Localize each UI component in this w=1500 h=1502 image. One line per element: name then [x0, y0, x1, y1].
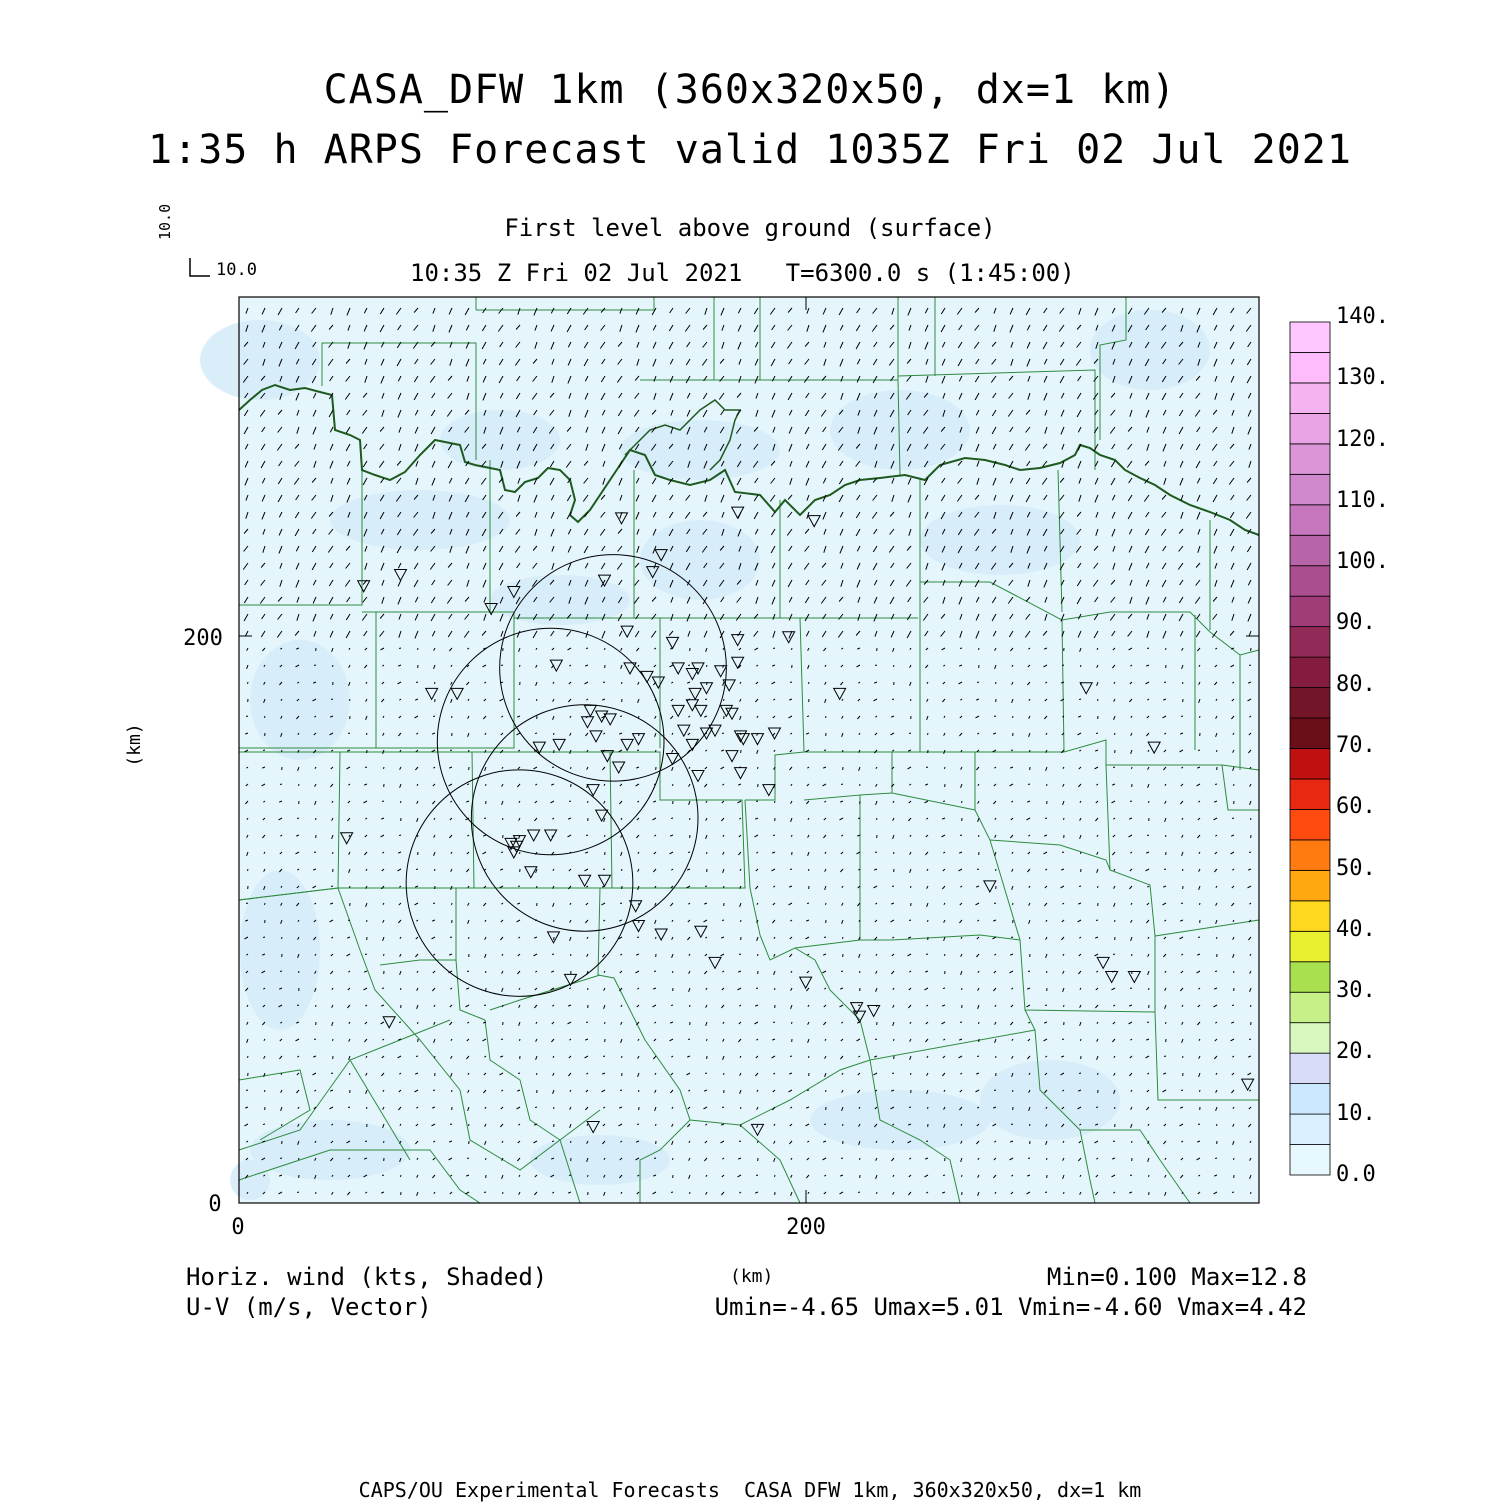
colorbar-label: 90. [1336, 610, 1376, 636]
wind-shade-blob [810, 1090, 990, 1150]
colorbar-swatch [1290, 566, 1330, 596]
colorbar-swatch [1290, 962, 1330, 992]
credit-line: CAPS/OU Experimental Forecasts CASA DFW 1km, 360x320x50, dx=1 km [358, 1478, 1142, 1502]
vector-reference-horizontal-label: 10.0 [216, 260, 257, 280]
colorbar-swatch [1290, 870, 1330, 900]
colorbar-swatch [1290, 657, 1330, 687]
colorbar-swatch [1290, 1145, 1330, 1175]
title-line-2: 1:35 h ARPS Forecast valid 1035Z Fri 02 Jul 2021 [148, 127, 1352, 173]
colorbar-swatch [1290, 1023, 1330, 1053]
colorbar-swatch [1290, 322, 1330, 352]
wind-shade-blob [230, 1160, 270, 1200]
time-subtitle: 10:35 Z Fri 02 Jul 2021 T=6300.0 s (1:45:00) [410, 259, 1075, 287]
colorbar-swatch [1290, 596, 1330, 626]
colorbar-label: 30. [1336, 978, 1376, 1004]
colorbar-swatch [1290, 352, 1330, 382]
colorbar-swatch [1290, 809, 1330, 839]
colorbar-label: 40. [1336, 916, 1376, 942]
min-max-readout: Min=0.100 Max=12.8 [1046, 1263, 1307, 1291]
colorbar-swatch [1290, 1053, 1330, 1083]
y-tick-label-0: 0 [208, 1192, 222, 1217]
y-axis-label: (km) [124, 723, 145, 767]
colorbar-label: 120. [1336, 426, 1389, 452]
colorbar-swatch [1290, 535, 1330, 565]
wind-shade-blob [440, 410, 560, 470]
title-line-1: CASA_DFW 1km (360x320x50, dx=1 km) [323, 67, 1177, 113]
colorbar-swatch [1290, 1084, 1330, 1114]
colorbar-label: 10. [1336, 1100, 1376, 1126]
colorbar-swatch [1290, 749, 1330, 779]
colorbar-swatch [1290, 1114, 1330, 1144]
colorbar-swatch [1290, 444, 1330, 474]
wind-shade-blob [640, 520, 760, 600]
colorbar-label: 80. [1336, 671, 1376, 697]
colorbar-label: 140. [1336, 304, 1389, 329]
colorbar-swatch [1290, 840, 1330, 870]
vector-label: U-V (m/s, Vector) [186, 1293, 432, 1321]
colorbar-label: 50. [1336, 855, 1376, 881]
colorbar-label: 130. [1336, 365, 1389, 391]
colorbar [1290, 322, 1330, 1175]
y-tick-label-200: 200 [183, 626, 223, 651]
colorbar-label: 100. [1336, 549, 1389, 575]
uv-min-max-readout: Umin=-4.65 Umax=5.01 Vmin=-4.60 Vmax=4.42 [714, 1293, 1307, 1321]
wind-shade-blob [530, 1135, 670, 1185]
field-label: Horiz. wind (kts, Shaded) [186, 1263, 548, 1291]
colorbar-label: 60. [1336, 794, 1376, 820]
colorbar-swatch [1290, 901, 1330, 931]
vector-reference-icon [190, 258, 210, 276]
x-tick-label-0: 0 [231, 1215, 245, 1240]
colorbar-swatch [1290, 688, 1330, 718]
colorbar-swatch [1290, 627, 1330, 657]
colorbar-label: 20. [1336, 1039, 1376, 1065]
colorbar-swatch [1290, 992, 1330, 1022]
vector-reference-vertical-label: 10.0 [156, 203, 174, 240]
wind-shade-blob [1090, 310, 1210, 390]
colorbar-label: 110. [1336, 487, 1389, 513]
colorbar-swatch [1290, 383, 1330, 413]
colorbar-label: 0.0 [1336, 1162, 1376, 1187]
x-axis-label: (km) [730, 1266, 774, 1287]
colorbar-swatch [1290, 718, 1330, 748]
colorbar-label: 70. [1336, 733, 1376, 758]
colorbar-swatch [1290, 931, 1330, 961]
colorbar-swatch [1290, 505, 1330, 535]
level-subtitle: First level above ground (surface) [504, 214, 996, 242]
colorbar-swatch [1290, 779, 1330, 809]
colorbar-swatch [1290, 474, 1330, 504]
x-tick-label-200: 200 [786, 1215, 826, 1240]
colorbar-swatch [1290, 413, 1330, 443]
